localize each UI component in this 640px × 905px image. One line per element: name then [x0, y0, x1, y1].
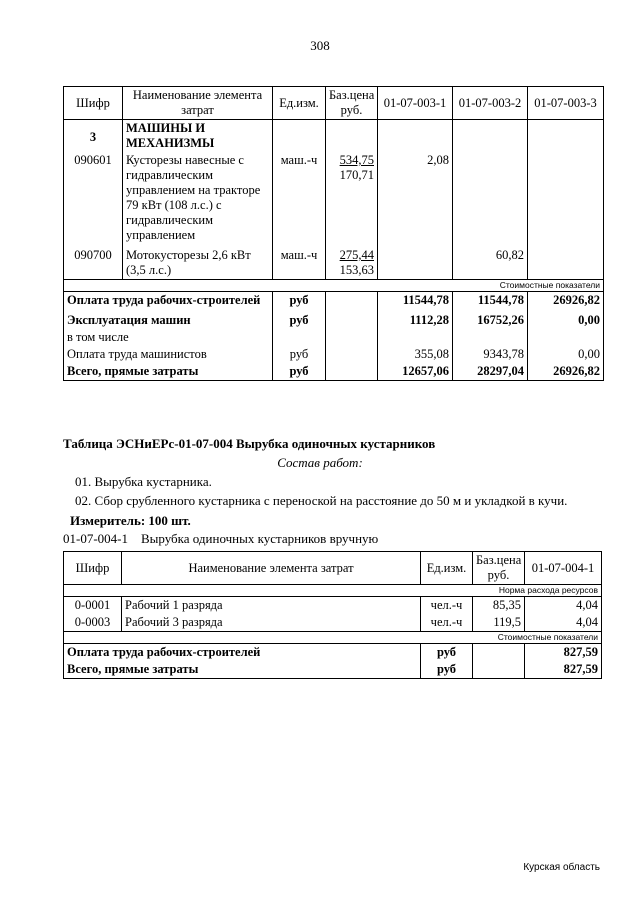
- price-bottom: 153,63: [339, 263, 374, 277]
- total-row: [64, 346, 604, 363]
- norm-label: Норма расхода ресурсов: [64, 585, 602, 597]
- total-row: [64, 661, 602, 679]
- header-name: Наименование элемента затрат: [122, 552, 421, 585]
- work-item: 02. Сбор срубленного кустарника с переноской на расстояние до 50 м и укладкой в кучи.: [75, 493, 568, 508]
- table-row: [64, 244, 604, 280]
- row-name: Рабочий 3 разряда: [122, 614, 421, 632]
- total-unit: руб: [421, 644, 473, 662]
- row-price: 85,35: [473, 597, 525, 615]
- row-name: Рабочий 1 разряда: [122, 597, 421, 615]
- row-code: 0-0003: [64, 614, 122, 632]
- row-code: 0-0001: [64, 597, 122, 615]
- header-cipher: Шифр: [64, 552, 122, 585]
- total-value-3: 0,00: [528, 346, 604, 363]
- total-name: Всего, прямые затраты: [64, 661, 421, 679]
- total-value-1: 355,08: [378, 346, 453, 363]
- row-code: 090601: [64, 152, 123, 244]
- total-unit: руб: [273, 363, 326, 381]
- row-value-2: 60,82: [453, 244, 528, 280]
- row-value-1: [378, 244, 453, 280]
- row-value-1: 2,08: [378, 152, 453, 244]
- resource-table-1: [63, 86, 604, 381]
- row-price: [326, 152, 378, 244]
- row-value-3: [528, 244, 604, 280]
- row-name: Кусторезы навесные с гидравлическим управлением на тракторе 79 кВт (108 л.с.) с гидравлическим управлением: [123, 152, 273, 244]
- row-unit: маш.-ч: [273, 152, 326, 244]
- total-value-2: 16752,26: [453, 309, 528, 329]
- row-unit: чел.-ч: [421, 614, 473, 632]
- total-row: [64, 292, 604, 310]
- total-value-1: 11544,78: [378, 292, 453, 310]
- row-price: 119,5: [473, 614, 525, 632]
- total-value-3: 26926,82: [528, 292, 604, 310]
- total-value-1: 1112,28: [378, 309, 453, 329]
- section-code: 3: [64, 120, 123, 153]
- row-value-1: 4,04: [525, 597, 602, 615]
- header-col3: 01-07-003-3: [528, 87, 604, 120]
- total-row: [64, 309, 604, 329]
- cost-indicators-label: Стоимостные показатели: [64, 632, 602, 644]
- norm-row: [64, 585, 602, 597]
- total-value-2: 11544,78: [453, 292, 528, 310]
- cost-indicators-row: [64, 632, 602, 644]
- total-name: Оплата труда рабочих-строителей: [64, 644, 421, 662]
- header-base-price: Баз.цена руб.: [326, 87, 378, 120]
- header-unit: Ед.изм.: [421, 552, 473, 585]
- header-col1: 01-07-003-1: [378, 87, 453, 120]
- header-base-price: Баз.цена руб.: [473, 552, 525, 585]
- price-bottom: 170,71: [339, 168, 374, 182]
- total-unit: руб: [421, 661, 473, 679]
- row-unit: маш.-ч: [273, 244, 326, 280]
- resource-table-2: [63, 551, 602, 679]
- total-unit: руб: [273, 309, 326, 329]
- work-item: 01. Вырубка кустарника.: [75, 474, 212, 489]
- table-header-row: [64, 552, 602, 585]
- page-number: 308: [310, 38, 330, 53]
- table-header-row: [64, 87, 604, 120]
- subsection-title: 01-07-004-1 Вырубка одиночных кустарников вручную: [63, 531, 379, 546]
- header-col2: 01-07-003-2: [453, 87, 528, 120]
- composition-label: Состав работ:: [277, 455, 363, 470]
- row-value-2: [453, 152, 528, 244]
- total-unit: руб: [273, 346, 326, 363]
- total-value-3: 0,00: [528, 309, 604, 329]
- total-name: Эксплуатация машин: [64, 309, 273, 329]
- total-value-2: 9343,78: [453, 346, 528, 363]
- total-unit: руб: [273, 292, 326, 310]
- total-row: [64, 644, 602, 662]
- section-title: МАШИНЫ И МЕХАНИЗМЫ: [123, 120, 273, 153]
- total-row: [64, 363, 604, 381]
- cost-indicators-label: Стоимостные показатели: [64, 280, 604, 292]
- total-value-1: 827,59: [525, 661, 602, 679]
- total-value-3: 26926,82: [528, 363, 604, 381]
- header-cipher: Шифр: [64, 87, 123, 120]
- total-name: Всего, прямые затраты: [64, 363, 273, 381]
- row-unit: чел.-ч: [421, 597, 473, 615]
- section-title: Таблица ЭСНиЕРс-01-07-004 Вырубка одиночных кустарников: [63, 436, 436, 451]
- total-value-1: 12657,06: [378, 363, 453, 381]
- total-name: в том числе: [64, 329, 273, 346]
- table-row: [64, 152, 604, 244]
- footer-region: Курская область: [523, 862, 600, 873]
- total-name: Оплата труда машинистов: [64, 346, 273, 363]
- row-name: Мотокусторезы 2,6 кВт (3,5 л.с.): [123, 244, 273, 280]
- row-price: [326, 244, 378, 280]
- table-row: [64, 597, 602, 615]
- price-top: 534,75: [339, 153, 374, 167]
- row-value-3: [528, 152, 604, 244]
- total-value-2: 28297,04: [453, 363, 528, 381]
- header-col1: 01-07-004-1: [525, 552, 602, 585]
- row-code: 090700: [64, 244, 123, 280]
- total-value-1: 827,59: [525, 644, 602, 662]
- section-row: [64, 120, 604, 153]
- measurer: Измеритель: 100 шт.: [70, 513, 191, 528]
- header-unit: Ед.изм.: [273, 87, 326, 120]
- table-row: [64, 614, 602, 632]
- cost-indicators-row: [64, 280, 604, 292]
- price-top: 275,44: [339, 248, 374, 262]
- total-name: Оплата труда рабочих-строителей: [64, 292, 273, 310]
- total-row: [64, 329, 604, 346]
- row-value-1: 4,04: [525, 614, 602, 632]
- header-name: Наименование элемента затрат: [123, 87, 273, 120]
